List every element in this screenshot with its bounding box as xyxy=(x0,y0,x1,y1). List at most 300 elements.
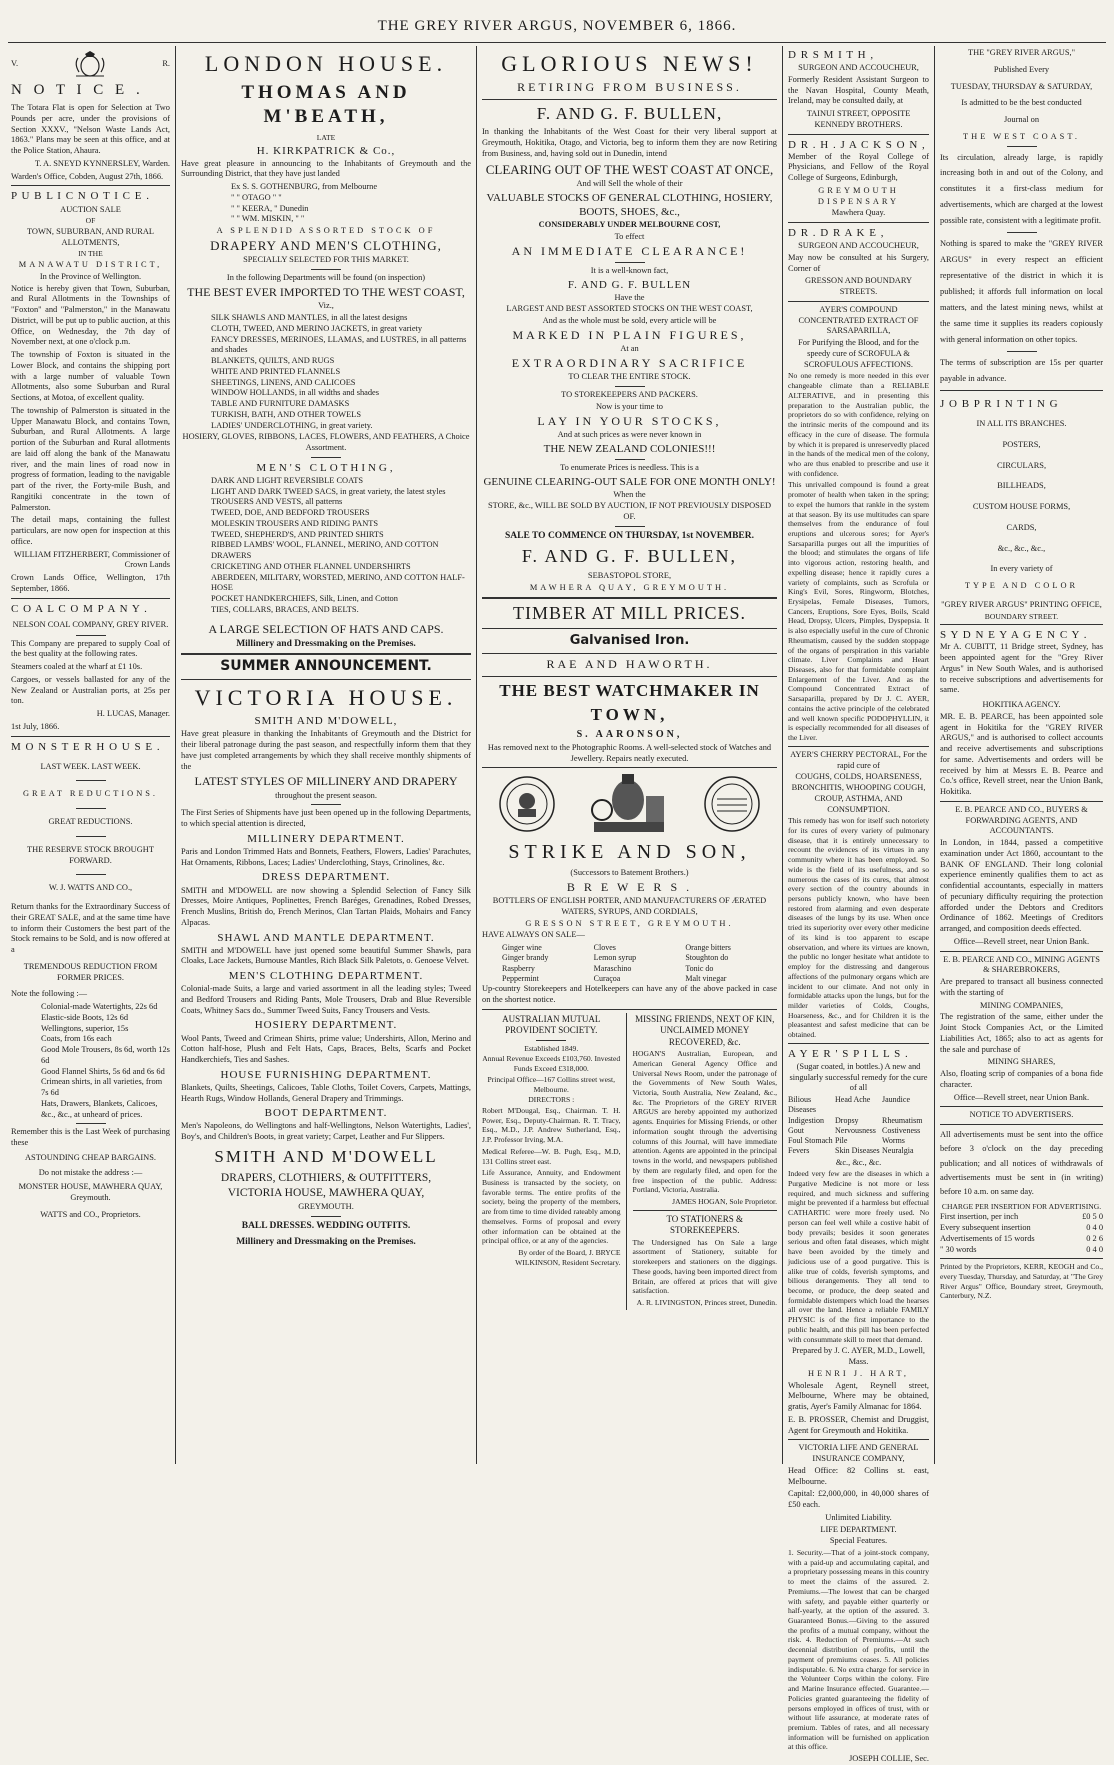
splendid: A SPLENDID ASSORTED STOCK OF xyxy=(216,226,436,236)
engraving-row xyxy=(482,772,777,836)
dept-3-body: SMITH and M'DOWELL have just opened some beautiful Summer Shawls, para Cloaks, Lace Jackets, Burnouse Mantles, Rich Black Silk Paletots, o. Genoese Velvet. xyxy=(181,945,471,966)
pearce-2-mc: MINING COMPANIES, xyxy=(980,1000,1063,1010)
argus-body-1: Its circulation, already large, is rapidly increasing both in and out of the Colony, and constitutes it a first-class medium for advertisements, which are charged at the lowest possible rate, consistent with a legitimate profit. xyxy=(940,152,1103,226)
dept-4-title: MEN'S CLOTHING DEPARTMENT. xyxy=(228,970,424,983)
mens-title: MEN'S CLOTHING, xyxy=(256,461,396,474)
jackson-body: Member of the Royal College of Physicians, and Fellow of the Royal College of Surgeons, Edinburgh, xyxy=(788,151,929,183)
drapery: DRAPERY AND MEN'S CLOTHING, xyxy=(210,237,442,253)
pill-ailment: Costiveness xyxy=(882,1125,921,1135)
rae-haworth: RAE AND HAWORTH. xyxy=(546,657,713,672)
list-item: Wellingtons, superior, 15s xyxy=(41,1023,129,1033)
argus-wc: THE WEST COAST. xyxy=(963,131,1080,141)
dept-4-body: Colonial-made Suits, a large and varied assortment in all the leading styles; Tweed and Bedford Trousers and Riding Pants, Mole Trousers, Drab and Blue Reversible Coats, Whitney Sacs do., Summer Tweed Suits, Fancy Trousers and Vests. xyxy=(181,984,471,1015)
amp-med: Medical Referee—W. B. Pugh, Esq., M.D, 131 Collins street east. xyxy=(482,1146,621,1166)
short-rule xyxy=(311,457,341,458)
pearce-2-title: E. B. PEARCE AND CO., MINING AGENTS & SHAREBROKERS, xyxy=(943,954,1100,975)
smith-addr: TAINUI STREET, OPPOSITE KENNEDY BROTHERS. xyxy=(806,109,911,129)
column-5 xyxy=(935,46,1108,1464)
public-body-3: The township of Palmerston is situated in the Upper Manawatu Block, and contains Town, Suburban, and Rural Allotments. A large portion of the Suburban and Rural allotments are laid off along the bank of the Manawatu river, and the main lines of road now in progress of formation, leading to the navigable part of the river, the Forty-mile Bush, and Rangitiki concentrate in the town of Palmerston. xyxy=(11,405,170,512)
column-4 xyxy=(783,46,935,1764)
pearce-2-body-3: Also, floating scrip of companies of a bona fide character. xyxy=(940,1069,1103,1089)
list-item: Good Flannel Shirts, 5s 6d and 6s 6d xyxy=(41,1066,165,1076)
timber: TIMBER AT MILL PRICES. xyxy=(512,602,747,623)
rates-table xyxy=(940,1212,1103,1255)
divider xyxy=(11,736,170,737)
job-var: In every variety of xyxy=(990,564,1053,574)
divider xyxy=(940,1106,1103,1107)
dept-1-title: MILLINERY DEPARTMENT. xyxy=(247,832,405,845)
list-item: TROUSERS AND VESTS, all patterns xyxy=(211,497,343,507)
pill-ailment: Pile xyxy=(835,1136,848,1146)
divider xyxy=(181,653,471,655)
pill-ailment: Worms xyxy=(882,1136,905,1146)
london-house-title: LONDON HOUSE. xyxy=(204,51,448,76)
notice-body: The Totara Flat is open for Selection at Two Pounds per acre, under the provisions of Section XXXV., "Nelson Waste Lands Act, 1863." Plans may be seen at this office, and at the Police Station, Ahaura. xyxy=(11,103,170,156)
ship-line: " " KEERA, " Dunedin xyxy=(231,203,309,213)
monster-l1: LAST WEEK. LAST WEEK. xyxy=(40,761,141,771)
notice-advertisers-body: All advertisements must be sent into the office before 3 o'clock on the day preceding publication; and all notices of withdrawals of advertisements must be sent in (in writing) before 10 a.m. on same day. xyxy=(940,1130,1103,1197)
job-item: BILLHEADS, xyxy=(997,481,1046,491)
bullen-body: In thanking the Inhabitants of the West Coast for their very liberal support at Greymouth, Hokitika, Otago, and Victoria, beg to inform them they are now Retiring from Business, and, having sold out in Dunedin, intend xyxy=(482,127,777,158)
divider xyxy=(788,1439,929,1440)
divider xyxy=(940,1258,1103,1259)
at-an: At an xyxy=(620,344,639,354)
pills-body: Indeed very few are the diseases in which a Purgative Medicine is not more or less required, and much sickness and suffering might be prevented if a harmless but effectual CATHARTIC were more freely used. No person can feel well while a costive habit of body prevails; besides it soon generates serious and often fatal diseases, which might have been avoided by the timely and judicious use of a good purgative. This is alike true of colds, feverish symptoms, and bilious derangements. They all tend to become, or produce, the deep seated and formidable distempers which load the hearses all over the land. Hence a reliable FAMILY PHYSIC is of the first importance to the public health, and this pill has been perfected with consummate skill to meet that demand. xyxy=(788,1169,929,1344)
drink-item: Tonic do xyxy=(685,963,714,973)
pill-ailment: Foul Stomach xyxy=(788,1136,833,1146)
sell: And will Sell the whole of their xyxy=(576,179,683,189)
list-item: TWEED, SHEPHERD'S, AND PRINTED SHIRTS xyxy=(211,529,384,539)
drink-item: Malt vinegar xyxy=(685,973,727,983)
rate-value: £0 5 0 xyxy=(1082,1212,1103,1222)
hart-body: Wholesale Agent, Reynell street, Melbourne, Where may be obtained, gratis, Ayer's Family Almanac for 1864. xyxy=(788,1380,929,1411)
bullen-3: F. AND G. F. BULLEN, xyxy=(521,546,738,567)
victoria-title: VICTORIA HOUSE. xyxy=(194,685,458,711)
ship-line: Ex S. S. GOTHENBURG, from Melbourne xyxy=(231,182,378,192)
rate-value: 0 2 6 xyxy=(1086,1233,1103,1243)
millinery-1: Millinery and Dressmaking on the Premises. xyxy=(236,639,416,649)
pills-grid xyxy=(788,1095,929,1156)
list-item: TIES, COLLARS, BRACES, AND BELTS. xyxy=(211,604,359,614)
pills-prep: Prepared by J. C. AYER, M.D., Lowell, Mass. xyxy=(792,1346,925,1366)
short-rule xyxy=(615,526,645,527)
machine-engraving-icon xyxy=(588,772,670,836)
short-rule xyxy=(536,1040,566,1041)
public-body-4: The detail maps, containing the fullest particulars, are now open for inspection at this office. xyxy=(11,515,170,546)
public-sub4: IN THE xyxy=(78,249,103,259)
missing-block xyxy=(633,1013,778,1310)
job-title: J O B P R I N T I N G xyxy=(940,398,1059,411)
pearce-2-office: Office—Revell street, near Union Bank. xyxy=(953,1092,1090,1102)
coal-sign: H. LUCAS, Manager. xyxy=(96,709,170,719)
argus-title: THE "GREY RIVER ARGUS," xyxy=(967,48,1076,57)
monster-l3: GREAT REDUCTIONS. xyxy=(48,817,133,827)
divider xyxy=(940,801,1103,802)
divider xyxy=(482,597,777,599)
mens-list xyxy=(181,476,471,616)
vic-head: Head Office: 82 Collins st. east, Melbourne. xyxy=(788,1465,929,1486)
vic-life-title: VICTORIA LIFE AND GENERAL INSURANCE COMPANY, xyxy=(798,1443,919,1463)
argus-adm: Is admitted to be the best conducted xyxy=(961,98,1082,108)
to-effect: To effect xyxy=(614,231,645,241)
job-item: POSTERS, xyxy=(1002,439,1041,449)
public-sub5: MANAWATU DISTRICT, xyxy=(18,260,163,270)
viz: Viz., xyxy=(318,301,334,311)
amp-est: Established 1849. xyxy=(524,1043,579,1053)
smith-sub: SURGEON AND ACCOUCHEUR, xyxy=(798,63,919,73)
amp-body: Life Assurance, Annuity, and Endowment Business is transacted by the society, on favorable terms. The entire profits of the society, being the property of the members, are from time to time divided rateably among themselves. Forms of proposal and every other information can be obtained at the principal office, or at any of the agencies. xyxy=(482,1168,621,1246)
monster-l7: ASTOUNDING CHEAP BARGAINS. xyxy=(25,1152,156,1162)
short-rule xyxy=(311,269,341,270)
smith-mdowell: SMITH AND M'DOWELL, xyxy=(254,715,398,728)
short-rule xyxy=(76,780,106,781)
divider xyxy=(940,624,1103,625)
latest-styles: LATEST STYLES OF MILLINERY AND DRAPERY xyxy=(194,774,458,789)
list-item: FANCY DRESSES, MERINOES, LLAMAS, and LUSTRES, in all patterns and shades xyxy=(211,334,467,355)
charge-title: CHARGE PER INSERTION FOR ADVERTISING. xyxy=(941,1201,1102,1211)
public-sub1: AUCTION SALE xyxy=(60,204,121,214)
greymouth: GREYMOUTH. xyxy=(298,1202,354,1212)
prices-never: And at such prices as were never known in xyxy=(557,430,702,440)
prize-medal-left-icon xyxy=(498,775,556,833)
amp-rev: Annual Revenue Exceeds £103,760. Invested Funds Exceed £318,000. xyxy=(482,1054,621,1074)
notice-advertisers-title: NOTICE TO ADVERTISERS. xyxy=(969,1110,1074,1120)
divider xyxy=(940,1124,1103,1125)
hart: HENRI J. HART, xyxy=(808,1368,909,1378)
divider xyxy=(482,1009,777,1010)
cherry-body: This remedy has won for itself such notoriety for its cures of every variety of pulmonary disease, that it is entirely unnecessary to recount the evidences of its virtues in any community where it has been employed. So wide is the field of its usefulness, and so numerous the cases of its cures, that almost every section of the country abounds in persons publicly known, who have been restored from alarming and even desperate diseases of the lungs by its use. When once tried its superiority over every other medicine of its kind is too apparent to escape observation, and where its virtues are known, the public no longer hesitate what antidote to employ for the distressing and dangerous affections of the pulmonary organs which are incident to our climate. And not only in formidable attacks upon the lungs, but for the milder varieties of Colds, Coughs, Hoarseness, &c., and for Children it is the pleasantest and safest medicine that can be obtained. xyxy=(788,816,929,1040)
dept-1-body: Paris and London Trimmed Hats and Bonnets, Feathers, Flowers, Ladies' Parachutes, Hat Ornaments, Ribbons, Laces; Ladies' Underclothing, Stays, Crinolines, &c. xyxy=(181,846,471,867)
public-sign: WILLIAM FITZHERBERT, Commissioner of Crown Lands xyxy=(13,549,170,570)
monster-title: M O N S T E R H O U S E . xyxy=(11,740,161,753)
public-body-1: Notice is hereby given that Town, Suburban, and Rural Allotments in the Townships of "Foxton" and "Palmerston," in the Manawatu District, will be put up to public auction, at this Office, on Wednesday, the 7th day of November next, at one o'clock p.m. xyxy=(11,283,170,347)
missing-sign: JAMES HOGAN, Sole Proprietor. xyxy=(672,1196,777,1206)
dept-6-body: Blankets, Quilts, Sheetings, Calicoes, Table Cloths, Toilet Covers, Carpets, Mattings, Hearth Rugs, Window Hollands, General Drapery and Trimmings. xyxy=(181,1082,471,1103)
argus-days: TUESDAY, THURSDAY & SATURDAY, xyxy=(950,81,1093,91)
dept-2-title: DRESS DEPARTMENT. xyxy=(261,871,391,884)
vic-quay: VICTORIA HOUSE, MAWHERA QUAY, xyxy=(227,1187,425,1200)
divider xyxy=(940,390,1103,391)
amp-block xyxy=(482,1013,627,1310)
public-notice-title: P U B L I C N O T I C E . xyxy=(11,190,150,203)
list-item: DARK AND LIGHT REVERSIBLE COATS xyxy=(211,475,363,485)
argus-body-2: Nothing is spared to make the "GREY RIVER ARGUS" in every respect an efficient representative of the district in which it is published; it affords full information on local matters, and the latest mining news, whilst at the same time it supplies its readers copiously with general information on other topics. xyxy=(940,239,1103,345)
divider xyxy=(788,134,929,135)
cherry-title: AYER'S CHERRY PECTORAL, For the rapid cure of xyxy=(790,749,927,770)
list-item: TURKISH, BATH, AND OTHER TOWELS xyxy=(211,409,361,419)
dept-3-title: SHAWL AND MANTLE DEPARTMENT. xyxy=(217,931,435,944)
upcountry: Up-country Storekeepers and Hotelkeepers can have any of the above packed in case on the shortest notice. xyxy=(482,984,777,1004)
divider xyxy=(788,746,929,747)
masthead: THE GREY RIVER ARGUS, NOVEMBER 6, 1866. xyxy=(377,18,737,34)
rate-label: Every subsequent insertion xyxy=(940,1223,1031,1233)
sebastopol: SEBASTOPOL STORE, xyxy=(587,571,672,581)
stationers-title: TO STATIONERS & STOREKEEPERS. xyxy=(666,1213,744,1236)
argus-journal: Journal on xyxy=(1003,115,1040,124)
coal-body-3: Cargoes, or vessels ballasted for any of the New Zealand or Australian ports, at 25s per ton. xyxy=(11,674,170,706)
list-item: MOLESKIN TROUSERS AND RIDING PANTS xyxy=(211,518,379,528)
pill-ailment: Gout xyxy=(788,1125,804,1135)
drake-title: D R . D R A K E , xyxy=(788,227,885,240)
divider xyxy=(11,185,170,186)
hats: A LARGE SELECTION OF HATS AND CAPS. xyxy=(208,621,444,636)
millinery-2: Millinery and Dressmaking on the Premises. xyxy=(236,1237,416,1248)
short-rule xyxy=(1007,232,1037,233)
sydney-title: S Y D N E Y A G E N C Y . xyxy=(940,629,1088,642)
best-imported: THE BEST EVER IMPORTED TO THE WEST COAST, xyxy=(187,284,465,299)
list-item: TABLE AND FURNITURE DAMASKS xyxy=(211,399,350,409)
stationers-sign: A. R. LIVINGSTON, Princes street, Dunedin. xyxy=(636,1298,777,1307)
short-rule xyxy=(76,808,106,809)
throughout: throughout the present season. xyxy=(275,790,377,800)
list-item: Good Mole Trousers, 8s 6d, worth 12s 6d xyxy=(41,1045,170,1065)
drake-addr: GRESSON AND BOUNDARY STREETS. xyxy=(804,276,913,297)
list-item: SHEETINGS, LINENS, AND CALICOES xyxy=(211,377,356,387)
sars-sub: For Purifying the Blood, and for the speedy cure of SCROFULA & SCROFULOUS AFFECTIONS. xyxy=(798,338,919,369)
pills-title: A Y E R ' S P I L L S . xyxy=(788,1047,909,1060)
pills-etc: &c., &c., &c. xyxy=(835,1157,882,1167)
sale-commence: SALE TO COMMENCE ON THURSDAY, 1st NOVEMBER. xyxy=(505,530,754,541)
divider xyxy=(482,99,777,100)
rate-value: 0 4 0 xyxy=(1086,1244,1103,1254)
dept-5-body: Wool Pants, Tweed and Crimean Shirts, prime value; Undershirts, Allon, Merino and Cotton half-hose, Plush and Felt Hats, Caps, Braces, Belts, Scarfs and Pocket Handkerchiefs, Ties and Sashes. xyxy=(181,1033,471,1065)
ships-list xyxy=(181,182,471,225)
list-item: LADIES' UNDERCLOTHING, in great variety. xyxy=(211,420,373,430)
drink-item: Lemon syrup xyxy=(593,953,637,963)
divider xyxy=(633,1210,778,1211)
drink-item: Maraschino xyxy=(593,963,632,973)
coal-body-1: This Company are prepared to supply Coal of the best quality at the following rates. xyxy=(11,638,170,659)
dept-6-title: HOUSE FURNISHING DEPARTMENT. xyxy=(220,1068,432,1081)
enumerate: To enumerate Prices is needless. This is a xyxy=(560,462,699,472)
list-item: WHITE AND PRINTED FLANNELS xyxy=(211,366,341,376)
whole: And as the whole must be sold, every article will be xyxy=(542,316,717,326)
missing-body: HOGAN'S Australian, European, and American General Agency Office and Universal News Room, under the patronage of the Governments of New South Wales, Victoria, South Australia, New Zealand, &c., &c. The Proprietors of the GREY RIVER ARGUS are hereby appointed my authorized agents. Enquiries for Missing Friends, or other information sought through the advertising columns of this Journal, will have immediate attention. Agents are appointed in the principal towns in the world, and newspapers published by them are regularly filed, and open for the free inspection of the public. Address: Portland, Victoria, Australia. xyxy=(632,1049,777,1195)
pill-ailment: Fevers xyxy=(788,1146,810,1156)
now-time: Now is your time to xyxy=(596,401,663,411)
short-rule xyxy=(615,459,645,460)
ship-line: " " OTAGO " " xyxy=(231,192,282,202)
list-item: POCKET HANDKERCHIEFS, Silk, Linen, and Cotton xyxy=(211,594,398,604)
pearce-2-body: Are prepared to transact all business connected with the starting of xyxy=(940,977,1103,997)
job-type: TYPE AND COLOR xyxy=(964,581,1079,591)
royal-crest-icon xyxy=(70,50,110,78)
short-rule xyxy=(615,262,645,263)
pearce-2-body-2: The registration of the same, either under the Joint Stock Companies Act, or the Limited Liabilities Act, 1865; also to act as agents for the sale and purchase of xyxy=(940,1012,1103,1054)
rate-row xyxy=(940,1212,1103,1223)
list-item: SILK SHAWLS AND MANTLES, in all the latest designs xyxy=(211,313,408,323)
crest-right: R. xyxy=(162,58,170,68)
drink-item: Orange bitters xyxy=(685,943,731,953)
monster-items-list xyxy=(11,1002,170,1120)
hokitika-title: HOKITIKA AGENCY. xyxy=(982,700,1061,710)
sars-body-2: This unrivalled compound is found a great promoter of health when taken in the spring; to expel the humors that rankle in the system at that season. By its use multitudes can spare themselves from the endurance of foul eruptions and ulcerous sores; for Ayer's Sarsaparilla purges out all the impurities of the blood; and stimulates the organs of life into vigorous action, restoring health, and expelling disease; hence it rapidly cures a variety of complaints, such as Scrofula or King's Evil, Sores, Ringworm, Blotches, Erysipelas, Female Diseases, Tumors, Cancers, Eruptions, Sore Eyes, Boils, Scald Head, Dropsy, Ulcers, Pimples, Dyspepsia. It is also especially useful in the cure of Chronic Rheumatism, caused by the sudden stoppage of the organs of perspiration in this variable climate. Liver Complaints and Heart Diseases, also for that formidable complaint Enlargement of the Liver. And as the Compound Concentrated Extract of Sarsaparilla, prepared by Dr J. C. AYER, contains the active principle of the celebrated and well known specific PODOPHYLLIN, it is especially recommended for all diseases of the Liver. xyxy=(788,480,929,743)
depts: In the following Departments will be found (on inspection) xyxy=(226,273,426,283)
smith-title: D R S M I T H , xyxy=(788,49,875,61)
public-sub3: TOWN, SUBURBAN, AND RURAL ALLOTMENTS, xyxy=(26,226,155,247)
divider xyxy=(482,767,777,768)
strike-son: STRIKE AND SON, xyxy=(508,841,751,864)
monster-l4: THE RESERVE STOCK BROUGHT FORWARD. xyxy=(27,844,154,865)
rate-label: " 30 words xyxy=(940,1244,977,1254)
hosiery: HOSIERY, GLOVES, RIBBONS, LACES, FLOWERS, AND FEATHERS, A Choice Assortment. xyxy=(182,432,470,453)
list-item: Coats, from 16s each xyxy=(41,1034,112,1044)
amp-office: Principal Office—167 Collins street west, Melbourne. xyxy=(487,1074,615,1094)
drake-body: May now be consulted at his Surgery, Corner of xyxy=(788,252,929,273)
valuable: VALUABLE STOCKS OF GENERAL CLOTHING, HOSIERY, BOOTS, SHOES, &c., xyxy=(486,191,773,218)
rate-row xyxy=(940,1245,1103,1256)
rate-row xyxy=(940,1223,1103,1234)
smith-big: SMITH AND M'DOWELL xyxy=(214,1146,438,1166)
pill-ailment: Skin Diseases xyxy=(835,1146,880,1156)
divider xyxy=(181,679,471,680)
prosser: E. B. PROSSER, Chemist and Druggist, Agent for Greymouth and Hokitika. xyxy=(788,1414,929,1435)
goods-list xyxy=(181,313,471,431)
argus-pub: Published Every xyxy=(993,64,1050,74)
drink-item: Curaçoa xyxy=(593,973,621,983)
monster-l8: Do not mistake the address :— xyxy=(38,1167,143,1177)
sydney-body: Mr A. CUBITT, 11 Bridge street, Sydney, has been appointed agent for the "Grey River Argus" in New South Wales, and is authorised to receive subscriptions and advertisements for same. xyxy=(940,642,1103,695)
drink-item: Ginger wine xyxy=(502,943,542,953)
list-item: CLOTH, TWEED, AND MERINO JACKETS, in great variety xyxy=(211,323,423,333)
pearce-1-office: Office—Revell street, near Union Bank. xyxy=(953,936,1090,946)
list-item: WINDOW HOLLANDS, in all widths and shades xyxy=(211,388,380,398)
victoria-body: Have great pleasure in thanking the Inhabitants of Greymouth and the District for their liberal patronage during the past season, and respectfully inform them that they have just completed arrangements by which they shall receive monthly shipments of the xyxy=(181,729,471,771)
list-item: ABERDEEN, MILITARY, WORSTED, MERINO, AND COTTON HALF-HOSE xyxy=(211,572,465,593)
job-all: IN ALL ITS BRANCHES. xyxy=(976,419,1067,429)
divider xyxy=(11,598,170,599)
clearing: CLEARING OUT OF THE WEST COAST AT ONCE, xyxy=(485,161,774,177)
short-rule xyxy=(76,874,106,875)
job-item: CARDS, xyxy=(1006,522,1037,532)
ship-line: " " WM. MISKIN, " " xyxy=(231,214,305,224)
dept-5-title: HOSIERY DEPARTMENT. xyxy=(254,1019,398,1032)
dept-7-title: BOOT DEPARTMENT. xyxy=(264,1107,388,1120)
bullen-2: F. AND G. F. BULLEN xyxy=(567,278,692,291)
notice-title: N O T I C E . xyxy=(11,82,144,98)
jackson-street: Mawhera Quay. xyxy=(831,208,886,218)
late-label: LATE xyxy=(316,132,336,142)
drinks-grid xyxy=(482,943,777,984)
vic-life: LIFE DEPARTMENT. xyxy=(820,1524,897,1534)
coal-date: 1st July, 1866. xyxy=(11,721,60,731)
amp-sign: By order of the Board, J. BRYCE WILKINSON, Resident Secretary. xyxy=(515,1248,621,1267)
list-item: RIBBED LAMBS' WOOL, FLANNEL, MERINO, AND COTTON DRAWERS xyxy=(211,540,439,561)
watch-2: TOWN, xyxy=(590,705,669,725)
list-item: Colonial-made Watertights, 22s 6d xyxy=(41,1002,158,1012)
sars-body-1: No one remedy is more needed in this ever changeable climate than a RELIABLE ALTERATIVE, and in presenting this preparation to the Australian public, the proprietors do so with confidence, relying on the intrinsic merits of the compound and its efficacy in the cure of disease. The formula by which it is prepared is unreservedly placed in the hands of the medical men of the colony, who are thus enabled to prescribe and use it with confidence. xyxy=(788,371,929,478)
crest-left: V. xyxy=(11,58,19,68)
under-melbourne: CONSIDERABLY UNDER MELBOURNE COST, xyxy=(538,220,721,230)
watch-1: THE BEST WATCHMAKER IN xyxy=(499,680,760,700)
extraordinary: EXTRAORDINARY SACRIFICE xyxy=(511,356,748,371)
dept-7-body: Men's Napoleons, do Wellingtons and half-Wellingtons, Nelson Watertights, Ladies', Boy's, and Children's Boots, in great variety; Carpet, Leather and Fur Slippers. xyxy=(181,1121,471,1142)
monster-l9: MONSTER HOUSE, MAWHERA QUAY, Greymouth. xyxy=(18,1182,163,1203)
largest: LARGEST AND BEST ASSORTED STOCKS ON THE WEST COAST, xyxy=(506,304,753,314)
divider xyxy=(788,301,929,302)
column-1 xyxy=(6,46,176,1464)
ball-dresses: BALL DRESSES. WEDDING OUTFITS. xyxy=(241,1220,411,1231)
monster-l6: TREMENDOUS REDUCTION FROM FORMER PRICES. xyxy=(23,961,158,982)
genuine: GENUINE CLEARING-OUT SALE FOR ONE MONTH ONLY! xyxy=(483,475,776,488)
prize-medal-right-icon xyxy=(703,775,761,833)
hokitika-body: MR. E. B. PEARCE, has been appointed sole agent in Hokitika for the "GREY RIVER ARGUS," and is authorised to collect accounts and receive advertisements and subscriptions for same. Advertisements and orders will be received by him at Messrs E. B. Pearce and Co.'s office, Revell street, near the Union Bank, Hokitika. xyxy=(940,711,1103,797)
list-item: Hats, Drawers, Blankets, Calicoes, &c., &c., at unheard of prices. xyxy=(41,1098,158,1119)
always-on-sale: HAVE ALWAYS ON SALE— xyxy=(482,930,585,940)
list-item: Crimean shirts, in all varieties, from 7s 6d xyxy=(41,1077,163,1098)
bottlers: BOTTLERS OF ENGLISH PORTER, AND MANUFACTURERS OF ÆRATED WATERS, SYRUPS, AND CORDIALS, xyxy=(492,896,767,916)
drink-item: Peppermint xyxy=(502,973,539,983)
stationers-body: The Undersigned has On Sale a large assortment of Stationery, suitable for storekeepers and stationers on the diggings. These goods, having been imported direct from Britain, are offered at prices that will give satisfaction. xyxy=(632,1237,777,1296)
monster-sign: WATTS and CO., Proprietors. xyxy=(40,1209,141,1219)
public-sub2: OF xyxy=(85,216,96,226)
amp-dir: DIRECTORS : xyxy=(528,1095,575,1105)
pill-ailment: Bilious Diseases xyxy=(788,1095,816,1115)
drink-item: Raspberry xyxy=(502,963,535,973)
job-office: "GREY RIVER ARGUS" PRINTING OFFICE, xyxy=(941,599,1102,609)
vic-unl: Unlimited Liability. xyxy=(825,1512,892,1522)
printed-by: Printed by the Proprietors, KERR, KEOGH and Co., every Tuesday, Thursday, and Saturday, at "The Grey River Argus" Office, Boundary street, Greymouth, Canterbury, N.Z. xyxy=(940,1262,1103,1301)
divider xyxy=(788,1043,929,1044)
brewers: B R E W E R S . xyxy=(566,879,693,894)
pills-sub: (Sugar coated, in bottles.) A new and singularly successful remedy for the cure of all xyxy=(789,1061,928,1093)
pearce-1-body: In London, in 1844, passed a competitive examination under Act 1860, accountant to the BANK OF ENGLAND. Their long colonial experience eminently qualifies them to act as confidential accountants, especially in matters of pecuniary difficulty requiring the protection afforded under the Debtors and Creditors Ordinance of 1862. Meetings of Creditors arranged, and composition deeds effected. xyxy=(940,838,1103,934)
list-item: Elastic-side Boots, 12s 6d xyxy=(41,1012,129,1022)
jackson-dispensary: GREYMOUTH DISPENSARY xyxy=(817,185,900,206)
argus-terms: The terms of subscription are 15s per quarter payable in advance. xyxy=(940,358,1103,384)
job-st: BOUNDARY STREET. xyxy=(984,611,1059,621)
job-item: CUSTOM HOUSE FORMS, xyxy=(972,502,1071,512)
short-rule xyxy=(311,804,341,805)
galvanised: Galvanised Iron. xyxy=(569,632,690,648)
job-item: &c., &c., &c., xyxy=(997,543,1046,553)
retiring: RETIRING FROM BUSINESS. xyxy=(517,80,742,95)
known: It is a well-known fact, xyxy=(590,265,669,275)
divider xyxy=(482,628,777,629)
pearce-2-ms: MINING SHARES, xyxy=(987,1057,1056,1067)
rate-value: 0 4 0 xyxy=(1086,1223,1103,1233)
divider xyxy=(788,222,929,223)
first-series: The First Series of Shipments have just been opened up in the following Departments, to which special attention is directed, xyxy=(181,808,471,829)
london-intro: Have great pleasure in announcing to the Inhabitants of Greymouth and the Surrounding District, that they have just landed xyxy=(181,158,471,179)
notice-sign: T. A. SNEYD KYNNERSLEY, Warden. xyxy=(34,158,170,168)
coal-sub: NELSON COAL COMPANY, GREY RIVER. xyxy=(12,619,169,629)
pearce-1-title: E. B. PEARCE AND CO., BUYERS & FORWARDING AGENTS, AND ACCOUNTANTS. xyxy=(955,804,1088,836)
vic-body: 1. Security.—That of a joint-stock company, with a paid-up and accumulating capital, and a proprietary possessing means in this country to meet the claims of the assured. 2. Premiums.—The lowest that can be charged with safety, and payable either quarterly or half-yearly, at the option of the assured. 3. Guaranteed Bonus.—Giving to the assured the profits of a mutual company, without the risk. 4. Reduction of Premiums.—At such decennial distribution of profits, until the payment of premiums ceases. 5. All policies indisputable. 6. No extra charge for service in the Volunteer Corps within the colony. Fire and Marine Insurance effected. Guarantee.—Policies granted guaranteeing the fidelity of persons employed in offices of trust, with or without life assurance, at moderate rates of premium. Tables of rates, and all necessary information will be furnished on application at this office. xyxy=(788,1548,929,1752)
storekeepers: TO STOREKEEPERS AND PACKERS. xyxy=(561,390,698,400)
list-item: CRICKETING AND OTHER FLANNEL UNDERSHIRTS xyxy=(211,561,411,571)
monster-l2: GREAT REDUCTIONS. xyxy=(22,789,159,799)
rate-row xyxy=(940,1234,1103,1245)
pill-ailment: Jaundice xyxy=(882,1095,910,1105)
public-place: Crown Lands Office, Wellington, 17th September, 1866. xyxy=(11,573,170,593)
successors: (Successors to Batement Brothers.) xyxy=(570,868,689,878)
monster-body: Return thanks for the Extraordinary Success of their GREAT SALE, and at the same time have to inform their Customers the best part of the Stock remains to be Sold, and is now offered at a xyxy=(11,902,170,955)
two-column-block xyxy=(482,1013,777,1310)
amp-dirs: Robert M'Dougal, Esq., Chairman. T. H. Power, Esq., Deputy-Chairman. R. T. Tracy, Esq., M.D., J.P. Andrew Sutherland, Esq., J.P. Professor Irving, M.A. xyxy=(482,1105,621,1145)
rate-label: Advertisements of 15 words xyxy=(940,1233,1035,1243)
column-3 xyxy=(477,46,783,1464)
royal-crest-row xyxy=(11,50,170,78)
short-rule xyxy=(76,635,106,636)
aaronson: S. AARONSON, xyxy=(576,729,683,741)
smith-body: Formerly Resident Assistant Surgeon to the Navan Hospital, County Meath, Ireland, may be consulted daily, at xyxy=(788,74,929,106)
lay-in: LAY IN YOUR STOCKS, xyxy=(537,413,722,428)
drink-item: Ginger brandy xyxy=(502,953,549,963)
vic-cap: Capital: £2,000,000, in 40,000 shares of £50 each. xyxy=(788,1489,929,1509)
list-item: BLANKETS, QUILTS, AND RUGS xyxy=(211,356,335,366)
store-auction: STORE, &c., WILL BE SOLD BY AUCTION, IF NOT PREVIOUSLY DISPOSED OF. xyxy=(488,501,771,522)
